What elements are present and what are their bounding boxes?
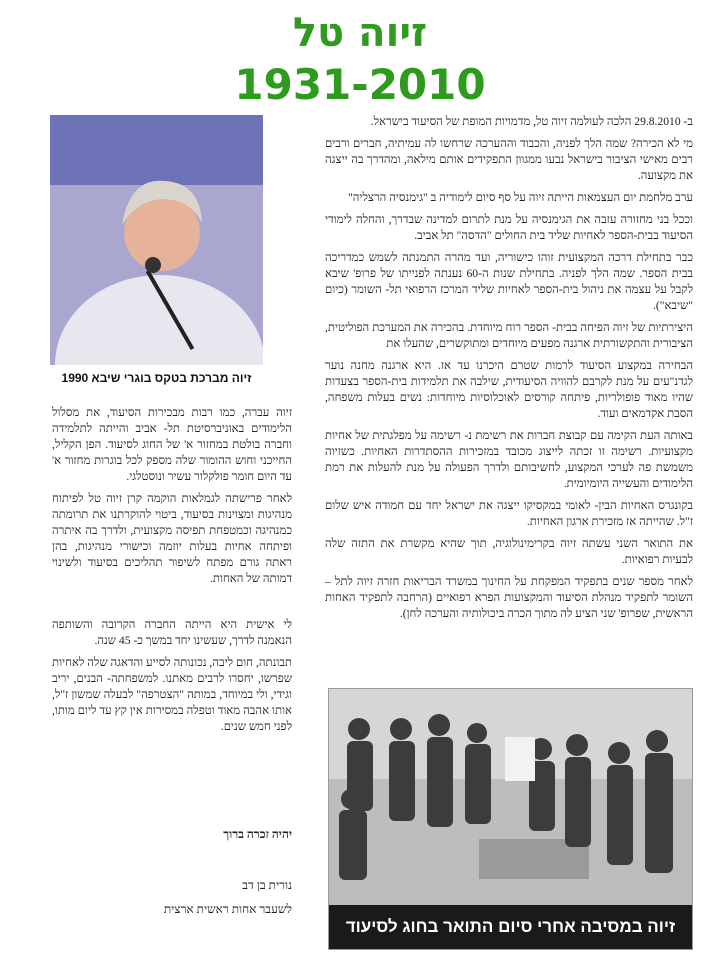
portrait-caption: זיוה מברכת בטקס בוגרי שיבא 1990 [61,371,252,385]
memorial-blessing: יהיה זכרה ברוך [223,827,292,841]
paragraph: באותה העת הקימה עם קבוצת חברות את רשימת נ- רשימה על מפלגתית של אחיות מקצועיות. רשימה זו זכתה לייצוג מכובד במזכירות ההסתדרות האחיות. כשזיוה משמשת פה לערכי המקצוע, לחשיבותם ולדרך הפעולה על מנת להעלות את רמת הלימודים והעשייה היומיומית. [325,429,693,490]
paragraph: וככל בני מחזורה עזבה את הגימנסיה על מנת לתרום למדינה שבדרך, והחלה לימודי הסיעוד בבית-הספר לאחיות שליד בית החולים "הדסה" תל אביב. [325,213,693,242]
paragraph: כבר בתחילת דרכה המקצועית זוהו כישוריה, ועד מהרה התמנתה לשמש כמדריכה בבית הספר. שמה הלך לפניה. בתחילת שנות ה-60 נענתה לפנייתו של פרופ' שיבא לקבל על עצמה את ניהול בית-הספר לאחיות שליד המרכז הרפואי תל- השומר (כיום "שיבא"). [325,251,694,312]
article-left-column [52,405,292,741]
group-photo-caption: זיוה במסיבה אחרי סיום התואר בחוג לסיעוד [329,905,692,949]
life-years: 1931-2010 [234,60,486,109]
group-photo [328,688,693,950]
paragraph: ערב מלחמת יום העצמאות הייתה זיוה על סף סיום לימודיה ב "גימנסיה הרצליה" [348,191,693,204]
paragraph: תבונתה, חום ליבה, נכונותה לסייע והדאגה שלה לאחיות שפרשו, יחסרו לרבים מאתנו. למשפחתה- הבנים, יריב וגידי, ולי במיוחד, במותה "הצטרפה" לבעלה שמשון ז"ל, אותו אהבה מאוד וטפלה במסירות אין קץ עד ליום מותו, לפני חמש שנים. [52,656,292,733]
article-right-column [325,114,693,628]
author-name: נורית בן דב [242,878,292,892]
paragraph: את התואר השני עשתה זיוה בקרימינולוגיה, תוך שהיא מקשרת את התזה שלה לבעיות רפואיות. [325,537,693,566]
author-role: לשעבר אחות ראשית ארצית [163,902,292,916]
paragraph: היצירתיות של זיוה הפיחה בבית- הספר רוח מיוחדת. בהכירה את המערכת הפוליטית, הציבורית והתקשורתית ארגנה מפעים מיוחדים ומתוקשרים, שהעלו את [325,321,693,350]
paragraph: ב- 29.8.2010 הלכה לעולמה זיוה טל, מדמויות המופת של הסיעוד בישראל. [370,115,693,128]
paragraph: בקונגרס האחיות הבין- לאומי במקסיקו ייצגה את ישראל יחד עם חמודה איש שלום ז"ל. שהייתה אז מזכירת ארגון האחיות. [325,499,693,528]
group-illustration [329,689,692,905]
paragraph: מי לא הכירה? שמה הלך לפניה, והכבוד וההערכה שרחשו לה עמיתיה, חברים ורבים רבים מאישי הציבור בישראל נבעו ממגוון התפקידים אותם מילאה, ומהדרך בה ייצגה את מקצועה. [325,137,693,182]
paragraph: לאחר פרישתה לגמלאות הוקמה קרן זיוה טל לפיתוח מנהיגות ומצוינות בסיעוד, ביטוי להוקרתנו את תרומתה כמנהיגה וכמטפחת תפיסה מקצועית, ולדרך בה איתרה ופיתחה אחיות בעלות יוזמה וכישורי מנהיגות, בהן ראתה גורם מפתח לשיפור תהליכים בסיעוד ולשינוי דמותה של האחות. [52,492,292,585]
portrait-photo [50,115,263,365]
paragraph: לאחר מספר שנים בתפקיד המפקחת על החינוך במשרד הבריאות חזרה זיוה לתל – השומר לתפקיד מנהלת הסיעוד והמקצועות הפרא רפואיים (הרחבה לתפקיד האחות הראשית, שפרופ' שני הציע לה מתוך הכרה ביכולותיה והערכה לחן). [325,575,693,620]
portrait-illustration [50,115,263,365]
paragraph: זיוה עברה, כמו רבות מבכירות הסיעוד, את מסלול הלימודים באוניברסיטת תל- אביב והייתה לתלמידה וחברה בולטת במחזור א' של החוג לסיעוד. הפן הקליל, החייכני וחוש ההומור שלה מספק לכל בוגרות מחזור א' עד היום חומר פולקלור עשיר ונוסטלגי. [52,406,292,483]
paragraph: לי אישית היא הייתה החברה הקרובה והשותפה הנאמנה לדרך, שעשינו יחד במשך כ- 45 שנה. [52,618,292,647]
page-title: זיוה טל [292,10,428,56]
paragraph: הבחירה במקצוע הסיעוד לרמות שטרם היכרנו עד אז. היא ארגנה מחנה נוער לגדנ"עים על מנת לקרבם להוויה הסיעודית, שילבה את תלמידות בית-הספר בצעדות שהיו מאוד פופולריות, פיתחה קורסים לאוכלוסיות מיוחדות: נשים בעלות משפחה, הסבת אקדמאים ועוד. [325,359,693,420]
